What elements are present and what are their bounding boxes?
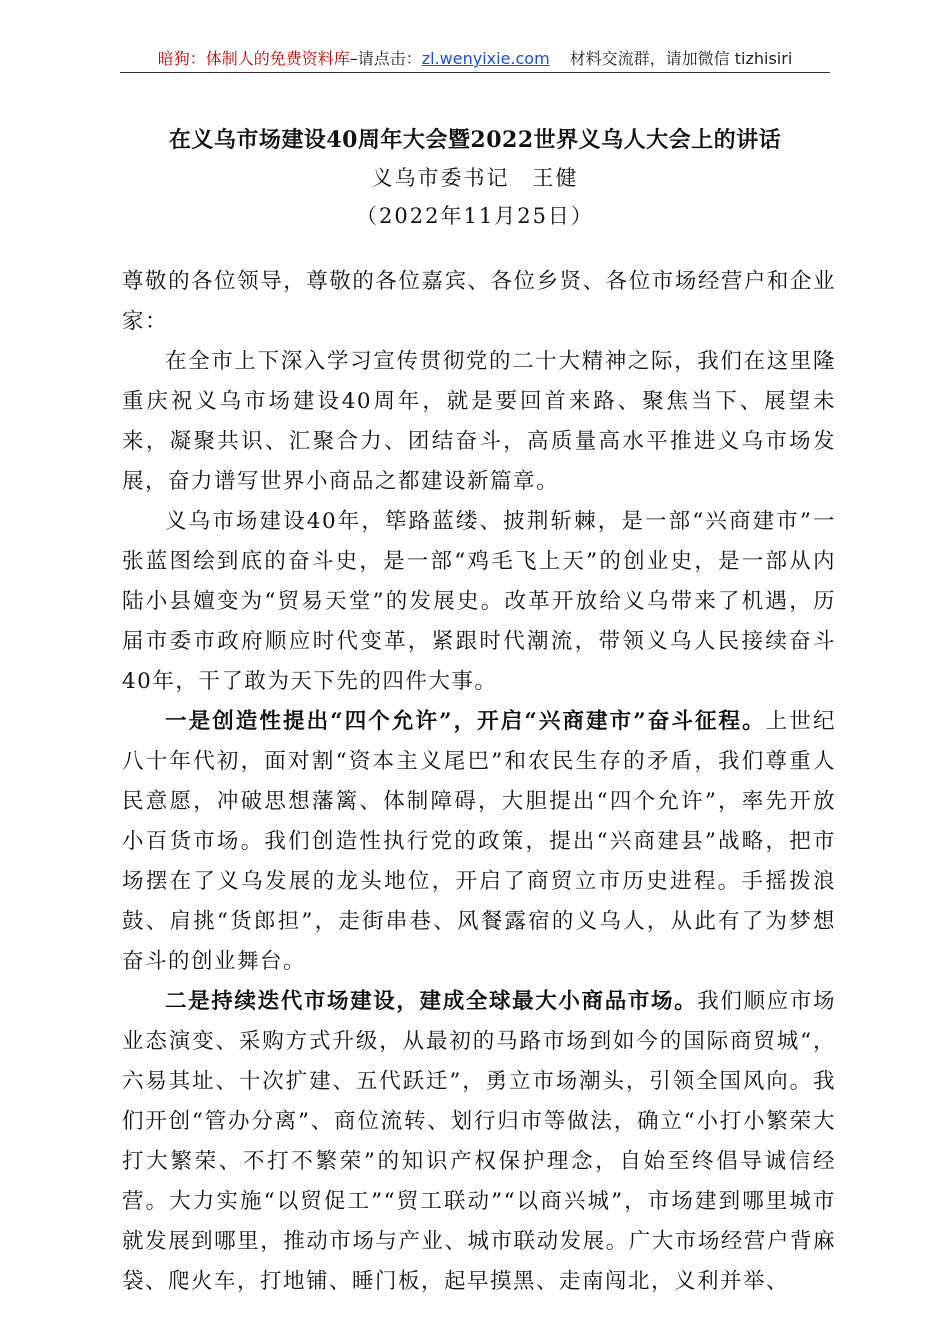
speaker-line: 义乌市委书记 王健 [371, 166, 579, 190]
website-link[interactable]: zl.wenyixie.com [421, 49, 550, 68]
paragraph-point-two [122, 982, 836, 1302]
document-body [122, 262, 836, 1302]
brand-text: 暗狗：体制人的免费资料库 [157, 49, 350, 68]
speech-date: （2022年11月25日） [356, 204, 594, 228]
paragraph-point-one [122, 702, 836, 982]
point-one-heading: 一是创造性提出“四个允许”，开启“兴商建市”奋斗征程。 [165, 709, 766, 734]
salutation: 尊敬的各位领导，尊敬的各位嘉宾、各位乡贤、各位市场经营户和企业家： [122, 269, 836, 334]
document-title: 在义乌市场建设40周年大会暨2022世界义乌人大会上的讲话 [168, 127, 782, 153]
click-prefix: –请点击： [349, 49, 422, 68]
point-two-heading: 二是持续迭代市场建设，建成全球最大小商品市场。 [165, 989, 698, 1014]
header-divider [120, 72, 830, 73]
paragraph-overview: 义乌市场建设40年，筚路蓝缕、披荆斩棘，是一部“兴商建市”一张蓝图绘到底的奋斗史，是一部“鸡毛飞上天”的创业史，是一部从内陆小县嬗变为“贸易天堂”的发展史。改革开放给义乌带来了机遇，历届市委市政府顺应时代变革，紧跟时代潮流，带领义乌人民接续奋斗40年，干了敢为天下先的四件大事。 [122, 509, 836, 694]
page-header [120, 46, 830, 70]
point-two-text: 我们顺应市场业态演变、采购方式升级，从最初的马路市场到如今的国际商贸城“，六易其址、十次扩建、五代跃迁”，勇立市场潮头，引领全国风向。我们开创“管办分离”、商位流转、划行归市等做法，确立“小打小繁荣大打大繁荣、不打不繁荣”的知识产权保护理念，自始至终倡导诚信经营。大力实施“以贸促工”“贸工联动”“以商兴城”，市场建到哪里城市就发展到哪里，推动市场与产业、城市联动发展。广大市场经营户背麻袋、爬火车，打地铺、睡门板，起早摸黑、走南闯北，义利并举、 [122, 989, 836, 1294]
point-one-text: 上世纪八十年代初，面对割“资本主义尾巴”和农民生存的矛盾，我们尊重人民意愿，冲破思想藩篱、体制障碍，大胆提出“四个允许”，率先开放小百货市场。我们创造性执行党的政策，提出“兴商建县”战略，把市场摆在了义乌发展的龙头地位，开启了商贸立市历史进程。手摇拨浪鼓、肩挑“货郎担”，走街串巷、风餐露宿的义乌人，从此有了为梦想奋斗的创业舞台。 [122, 709, 836, 974]
paragraph-intro: 在全市上下深入学习宣传贯彻党的二十大精神之际，我们在这里隆重庆祝义乌市场建设40周年，就是要回首来路、聚焦当下、展望未来，凝聚共识、汇聚合力、团结奋斗，高质量高水平推进义乌市场发展，奋力谱写世界小商品之都建设新篇章。 [122, 349, 836, 494]
group-contact-text: 材料交流群，请加微信 tizhisiri [569, 49, 793, 68]
